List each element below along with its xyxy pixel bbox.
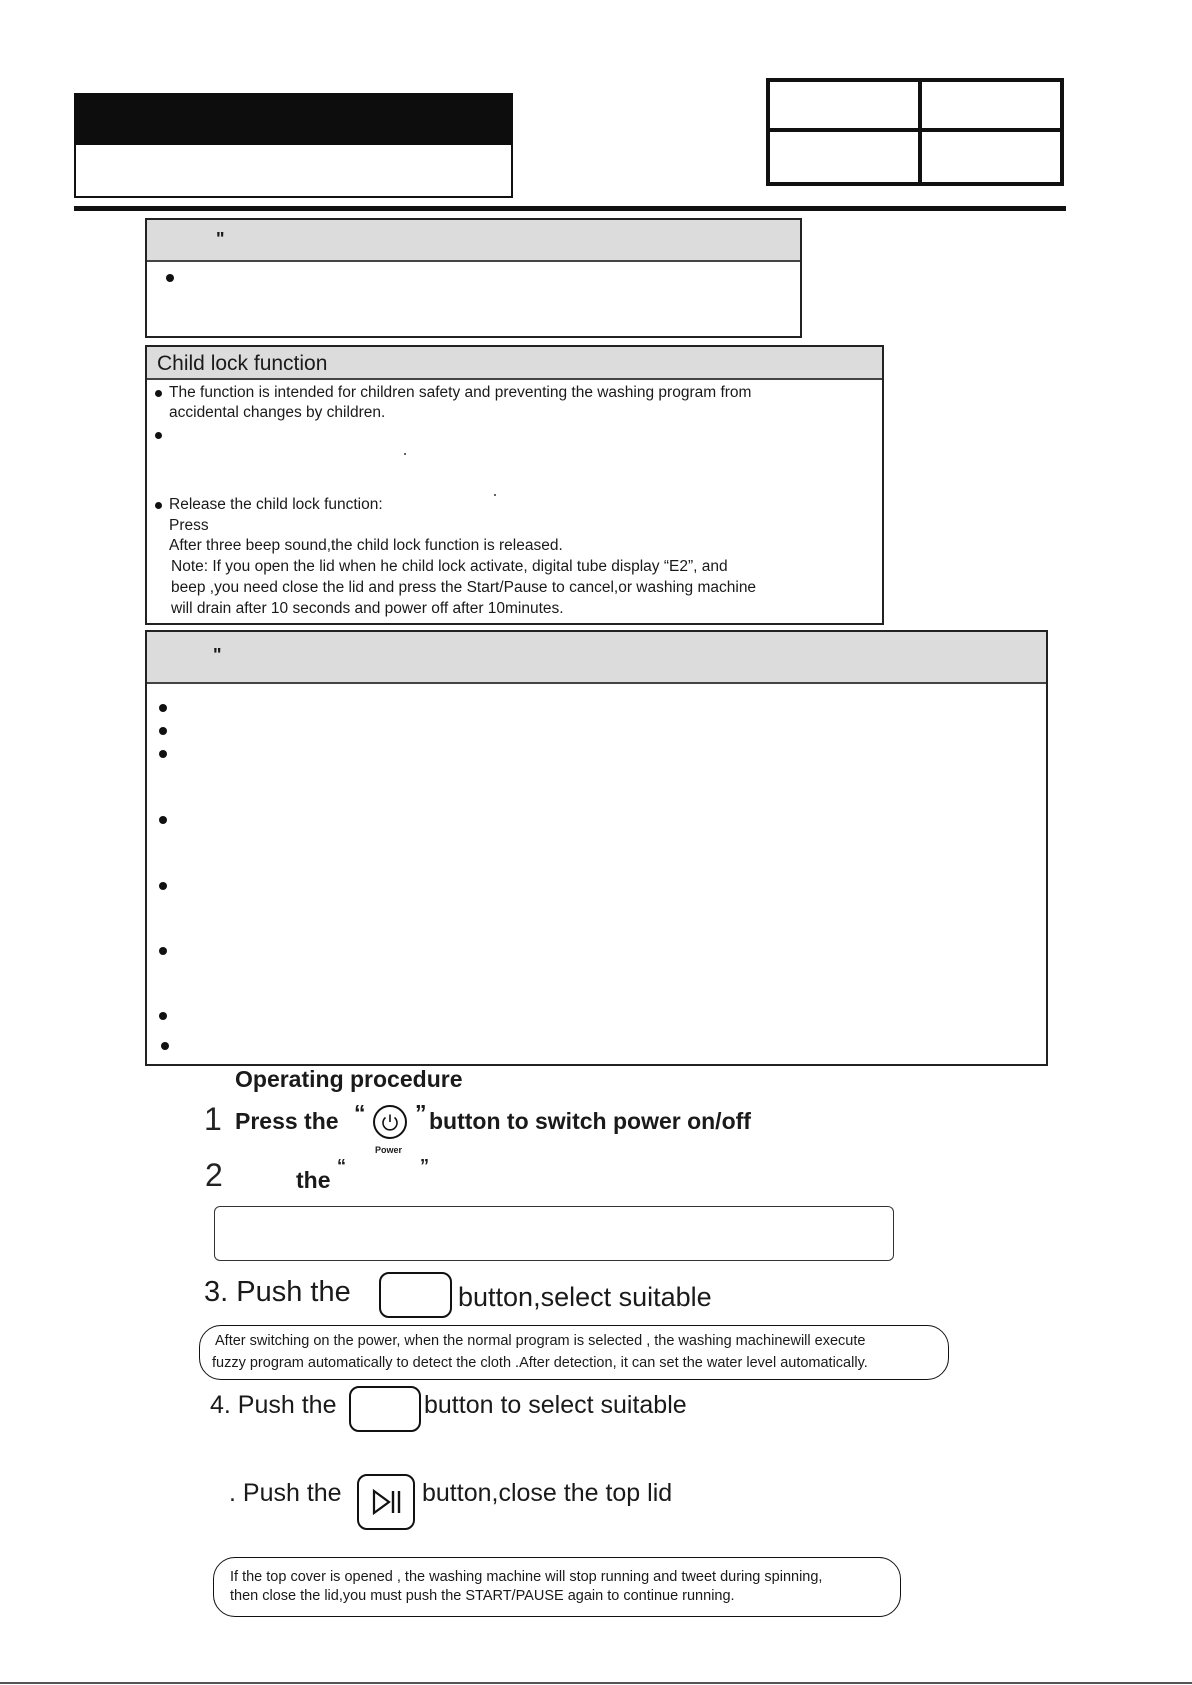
open-quote: “ [337,1156,346,1176]
step1-suffix: button to switch power on/off [429,1108,751,1134]
step2-note-box [214,1206,894,1261]
child-lock-header [147,347,882,380]
bullet-icon [166,274,174,282]
open-quote: “ [354,1100,366,1126]
note-line3: will drain after 10 seconds and power off after 10minutes. [171,600,564,617]
header-info-grid [766,78,1064,186]
release-line2: Press [169,517,209,534]
bullet-icon [159,1012,167,1020]
step3-note-line2: fuzzy program automatically to detect the cloth .After detection, it can set the water level automatically. [212,1355,868,1371]
header-title-bar [74,93,513,145]
header-rule [74,206,1066,211]
info-box-2 [145,630,1048,1066]
bullet-icon [159,704,167,712]
bullet-icon [159,882,167,890]
bullet-icon [159,750,167,758]
play-pause-icon [359,1476,413,1528]
step5-note-line2: then close the lid,you must push the START/PAUSE again to continue running. [230,1588,735,1604]
info-box-2-header [147,632,1046,684]
step1-number: 1 [204,1101,222,1137]
bullet-icon [155,390,162,397]
release-line3: After three beep sound,the child lock function is released. [169,537,563,554]
step5-suffix: button,close the top lid [422,1479,673,1507]
release-line1: Release the child lock function: [169,496,383,513]
step4-suffix: button to select suitable [424,1391,687,1419]
program-button[interactable] [379,1272,452,1318]
power-icon [375,1107,405,1137]
quote-mark: " [213,645,222,665]
start-pause-button[interactable] [357,1474,415,1530]
power-button[interactable] [373,1105,407,1139]
bullet-icon [161,1042,169,1050]
child-lock-intro-line2: accidental changes by children. [169,404,386,421]
info-box-1-header [147,220,800,262]
bullet-icon [159,947,167,955]
step5-prefix: . Push the [229,1479,342,1507]
speck [494,494,496,496]
step3-note [199,1325,949,1380]
quote-mark: " [216,229,225,249]
child-lock-title: Child lock function [157,352,328,375]
note-line1: Note: If you open the lid when he child lock activate, digital tube display “E2”, and [171,558,728,575]
step2-text: the [296,1167,331,1193]
info-box-1 [145,218,802,338]
bullet-icon [159,727,167,735]
step2-number: 2 [205,1157,223,1193]
water-level-button[interactable] [349,1386,421,1432]
procedure-title: Operating procedure [235,1066,463,1092]
step5-note [213,1557,901,1617]
speck [404,453,406,455]
bullet-icon [159,816,167,824]
power-label: Power [375,1145,403,1155]
step3-suffix: button,select suitable [458,1282,712,1312]
grid-divider-vertical [918,82,922,182]
bullet-icon [155,502,162,509]
close-quote: ” [415,1100,427,1126]
step3-note-line1: After switching on the power, when the normal program is selected , the washing machinewill execute [215,1333,866,1349]
header-subtitle-box [74,145,513,198]
step3-prefix: 3. Push the [204,1276,351,1308]
step4-prefix: 4. Push the [210,1391,337,1419]
close-quote: ” [420,1156,429,1176]
step1-prefix: Press the [235,1108,339,1134]
bullet-icon [155,432,162,439]
note-line2: beep ,you need close the lid and press the Start/Pause to cancel,or washing machine [171,579,757,596]
child-lock-intro-line1: The function is intended for children safety and preventing the washing program from [169,384,752,401]
page-bottom-rule [0,1682,1192,1684]
step5-note-line1: If the top cover is opened , the washing machine will stop running and tweet during spinning, [230,1569,823,1585]
grid-divider-horizontal [770,128,1060,132]
child-lock-box [145,345,884,625]
